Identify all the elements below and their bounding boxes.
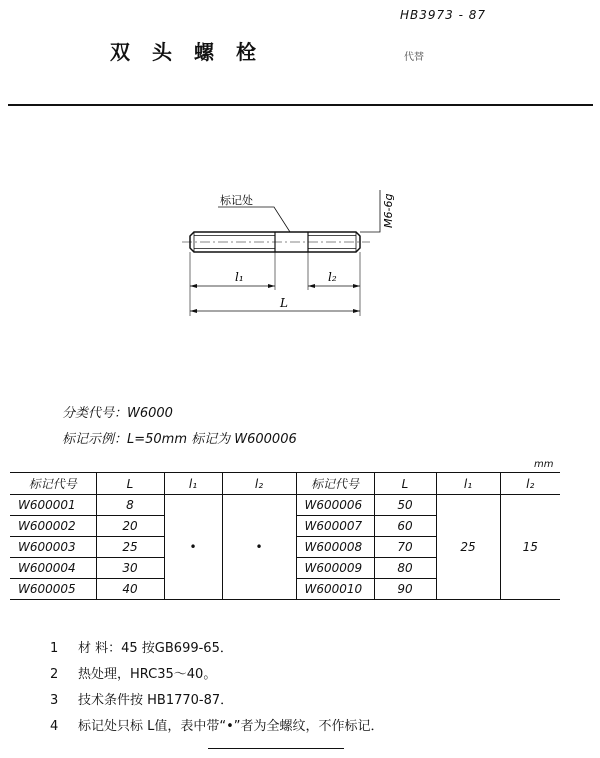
table-row <box>10 495 560 516</box>
note-text: 材 料：45 按GB699-65． <box>78 641 233 656</box>
length-cell: 40 <box>96 579 164 600</box>
thread-spec-leader <box>360 190 380 232</box>
mark-code-cell: W600010 <box>296 579 374 600</box>
replaces-note: 代替 <box>404 52 424 63</box>
arrow-l2-left <box>308 284 315 288</box>
l1-merged-cell: 25 <box>436 495 500 600</box>
callout-leader <box>218 207 290 232</box>
table-header-row <box>10 473 560 495</box>
mark-code-cell: W600008 <box>296 537 374 558</box>
mark-code-cell: W600009 <box>296 558 374 579</box>
page-title: 双头螺栓 <box>110 40 278 64</box>
header-cell: L <box>96 473 164 495</box>
arrow-l1-right <box>268 284 275 288</box>
arrow-l2-right <box>353 284 360 288</box>
arrow-L-left <box>190 309 197 313</box>
arrow-l1-left <box>190 284 197 288</box>
callout-label: 标记处 <box>220 194 253 207</box>
length-cell: 50 <box>374 495 436 516</box>
mark-code-cell: W600004 <box>10 558 96 579</box>
notes-list <box>50 636 384 740</box>
dim-l1-label: l₁ <box>235 270 244 284</box>
header-cell: l₂ <box>500 473 560 495</box>
header-cell: l₁ <box>436 473 500 495</box>
length-cell: 80 <box>374 558 436 579</box>
note-number: 3 <box>50 693 59 708</box>
l2-merged-cell: • <box>222 495 296 600</box>
note-number: 2 <box>50 667 59 682</box>
header-cell: l₁ <box>164 473 222 495</box>
spec-table <box>10 472 560 600</box>
note-text: 标记处只标 L值，表中带“•”者为全螺纹，不作标记． <box>78 719 384 734</box>
standard-number: HB3973 - 87 <box>400 8 487 22</box>
length-cell: 30 <box>96 558 164 579</box>
l1-merged-cell: • <box>164 495 222 600</box>
note-item <box>50 714 384 740</box>
mark-code-cell: W600003 <box>10 537 96 558</box>
arrow-L-right <box>353 309 360 313</box>
length-cell: 70 <box>374 537 436 558</box>
length-cell: 90 <box>374 579 436 600</box>
mark-code-cell: W600002 <box>10 516 96 537</box>
mark-code-cell: W600006 <box>296 495 374 516</box>
length-cell: 25 <box>96 537 164 558</box>
note-item <box>50 688 384 714</box>
note-text: 热处理，HRC35～40。 <box>78 667 217 682</box>
mark-code-cell: W600007 <box>296 516 374 537</box>
footer-divider <box>208 748 344 749</box>
thread-spec-label: M6-6g <box>382 193 395 228</box>
dim-l2-label: l₂ <box>328 270 337 284</box>
header-cell: 标记代号 <box>296 473 374 495</box>
header-divider <box>8 104 593 106</box>
note-number: 1 <box>50 641 59 656</box>
note-item <box>50 662 384 688</box>
l2-merged-cell: 15 <box>500 495 560 600</box>
mark-code-cell: W600005 <box>10 579 96 600</box>
stud-bolt-drawing <box>180 180 420 320</box>
length-cell: 60 <box>374 516 436 537</box>
header-cell: l₂ <box>222 473 296 495</box>
unit-label: mm <box>534 459 554 470</box>
dim-L-label: L <box>280 296 288 310</box>
note-text: 技术条件按 HB1770-87． <box>78 693 234 708</box>
classification-code: 分类代号：W6000 <box>62 406 173 421</box>
length-cell: 8 <box>96 495 164 516</box>
mark-code-cell: W600001 <box>10 495 96 516</box>
header-cell: L <box>374 473 436 495</box>
header-cell: 标记代号 <box>10 473 96 495</box>
marking-example: 标记示例：L=50mm 标记为 W600006 <box>62 432 297 447</box>
note-number: 4 <box>50 719 59 734</box>
note-item <box>50 636 384 662</box>
length-cell: 20 <box>96 516 164 537</box>
